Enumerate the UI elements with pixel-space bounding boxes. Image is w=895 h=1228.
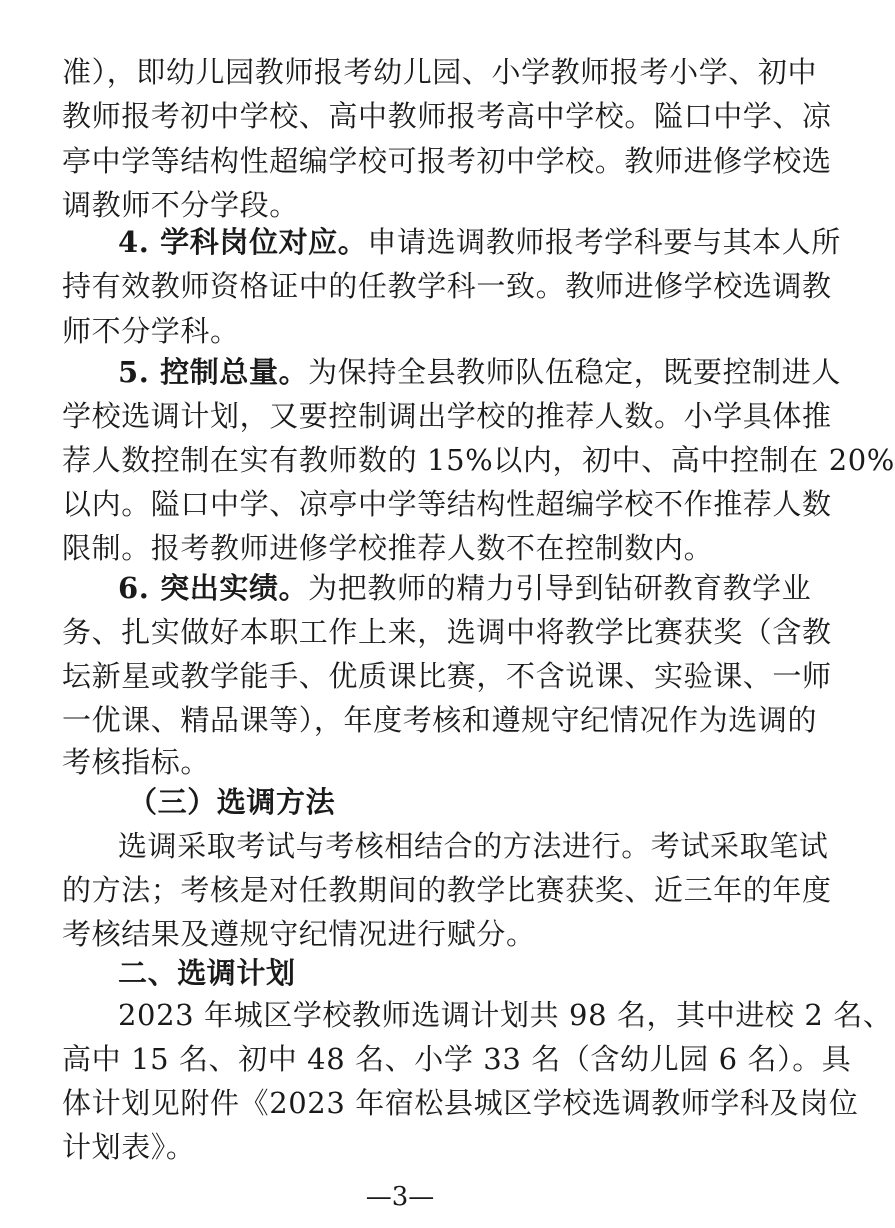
item-4-line [118, 222, 841, 262]
paragraph-line: 考核指标。 [62, 745, 211, 779]
section-heading: 二、选调计划 [118, 956, 296, 990]
item-5-text: 为保持全县教师队伍稳定，既要控制进人 [308, 355, 841, 389]
page-number: —3— [365, 1182, 435, 1212]
paragraph-line: 师不分学科。 [62, 314, 240, 348]
item-6-line [118, 568, 812, 608]
paragraph-line: 荐人数控制在实有教师数的 15%以内，初中、高中控制在 20% [62, 443, 895, 477]
paragraph-line: 以内。隘口中学、凉亭中学等结构性超编学校不作推荐人数 [62, 487, 832, 521]
paragraph-line: 教师报考初中学校、高中教师报考高中学校。隘口中学、凉 [62, 99, 832, 133]
paragraph-line: 2023 年城区学校教师选调计划共 98 名，其中进校 2 名、 [118, 998, 893, 1032]
paragraph-line: 务、扎实做好本职工作上来，选调中将教学比赛获奖（含教 [62, 615, 832, 649]
paragraph-line: 考核结果及遵规守纪情况进行赋分。 [62, 917, 536, 951]
item-4-text: 申请选调教师报考学科要与其本人所 [367, 225, 841, 259]
paragraph-line: 高中 15 名、初中 48 名、小学 33 名（含幼儿园 6 名）。具 [62, 1042, 852, 1076]
paragraph-line: 持有效教师资格证中的任教学科一致。教师进修学校选调教 [62, 269, 832, 303]
paragraph-line: 亭中学等结构性超编学校可报考初中学校。教师进修学校选 [62, 144, 832, 178]
paragraph-line: 选调采取考试与考核相结合的方法进行。考试采取笔试 [118, 829, 829, 863]
paragraph-line: 准），即幼儿园教师报考幼儿园、小学教师报考小学、初中 [62, 55, 818, 89]
paragraph-line: 计划表》。 [62, 1130, 196, 1164]
paragraph-line: 的方法；考核是对任教期间的教学比赛获奖、近三年的年度 [62, 873, 832, 907]
paragraph-line: 学校选调计划，又要控制调出学校的推荐人数。小学具体推 [62, 399, 832, 433]
item-5-heading: 5. 控制总量。 [118, 355, 309, 389]
paragraph-line: 限制。报考教师进修学校推荐人数不在控制数内。 [62, 531, 714, 565]
paragraph-line: 体计划见附件《2023 年宿松县城区学校选调教师学科及岗位 [62, 1086, 859, 1120]
paragraph-line: 一优课、精品课等），年度考核和遵规守纪情况作为选调的 [62, 703, 818, 737]
paragraph-line: 坛新星或教学能手、优质课比赛，不含说课、实验课、一师 [62, 659, 832, 693]
item-6-heading: 6. 突出实绩。 [118, 571, 309, 605]
subsection-heading: （三）选调方法 [128, 785, 336, 819]
item-4-heading: 4. 学科岗位对应。 [118, 225, 368, 259]
item-6-text: 为把教师的精力引导到钻研教育教学业 [308, 571, 812, 605]
item-5-line [118, 352, 841, 392]
paragraph-line: 调教师不分学段。 [62, 188, 299, 222]
